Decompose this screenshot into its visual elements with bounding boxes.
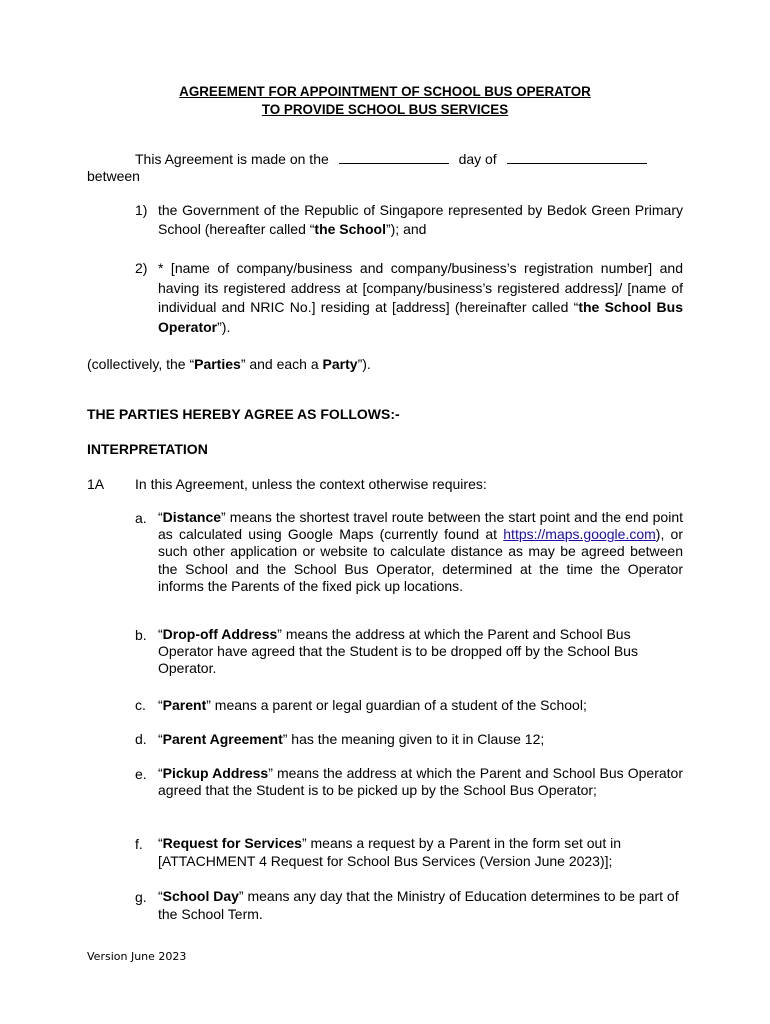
definition-letter: g. [135, 889, 147, 905]
definition-letter: b. [135, 627, 147, 643]
document-title-line-1: AGREEMENT FOR APPOINTMENT OF SCHOOL BUS OPERATOR [179, 84, 591, 99]
definition-term: Parent [162, 697, 207, 713]
definition-parent-agreement [158, 730, 544, 749]
definition-term: Pickup Address [162, 765, 269, 781]
google-maps-link[interactable]: https://maps.google.com [503, 526, 656, 543]
definition-text: ” means a parent or legal guardian of a student of the School; [206, 697, 587, 713]
definition-term: School Day [162, 888, 239, 904]
party-number: 2) [135, 260, 148, 276]
definition-term: Distance [162, 509, 222, 525]
party-2-text [158, 259, 683, 337]
definition-school-day [158, 888, 683, 923]
definition-distance [158, 509, 683, 595]
definition-text: ” means the shortest travel route between the start point and the end point as calculated using Google Maps (currently found at [158, 509, 683, 543]
clause-number: 1A [87, 476, 105, 492]
definition-request-for-services [158, 835, 683, 870]
definition-parent [158, 696, 587, 715]
definition-letter: f. [135, 836, 143, 852]
open-quote: “ [158, 765, 163, 781]
preamble-between: between [87, 168, 140, 184]
document-title-line-2: TO PROVIDE SCHOOL BUS SERVICES [261, 102, 509, 117]
party-defined-term: the School Bus Operator [158, 299, 683, 335]
collectively-line [87, 355, 371, 374]
open-quote: “ [158, 697, 163, 713]
party-1-text [158, 201, 683, 239]
definition-letter: d. [135, 731, 147, 747]
open-quote: “ [158, 835, 163, 851]
collective-text: ” and each a [240, 356, 323, 372]
open-quote: “ [158, 509, 163, 525]
open-quote: “ [158, 626, 163, 642]
party-text-end: ”). [217, 318, 231, 335]
preamble-text-1: This Agreement is made on the [135, 151, 329, 167]
footer-version: Version June 2023 [87, 950, 187, 963]
definition-term: Request for Services [162, 835, 302, 851]
definition-text: ” means the address at which the Parent and School Bus Operator agreed that the Student is to be picked up by the School Bus Operator; [158, 765, 684, 798]
definition-term: Drop-off Address [162, 626, 278, 642]
open-quote: “ [158, 888, 163, 904]
party-number: 1) [135, 202, 148, 218]
collective-text-end: ”). [357, 356, 371, 372]
party-text: * [name of company/business and company/business’s registration number] and having its registered address at [company/business’s registered address]/ [name of individual and NRIC No.] residing at [address] (hereinafter called “ [158, 260, 683, 315]
date-blank-field [339, 152, 449, 164]
party-defined-term: the School [314, 221, 386, 237]
definition-text: ” means any day that the Ministry of Education determines to be part of the School Term. [158, 888, 679, 922]
preamble-text-2: day of [458, 151, 497, 167]
definition-text: ” means the address at which the Parent and School Bus Operator have agreed that the Student is to be dropped off by the School Bus Operator. [158, 626, 638, 676]
agree-heading: THE PARTIES HEREBY AGREE AS FOLLOWS:- [87, 406, 400, 422]
definition-letter: a. [135, 510, 147, 526]
definition-text: ” means a request by a Parent in the form set out in [ATTACHMENT 4 Request for School Bus Services (Version June 2023)]; [158, 835, 622, 869]
definition-letter: e. [135, 766, 147, 782]
definition-term: Parent Agreement [162, 731, 283, 747]
collective-term-party: Party [322, 356, 358, 372]
party-text-end: ”); and [385, 221, 427, 237]
definition-drop-off-address [158, 626, 648, 677]
collective-term-parties: Parties [194, 356, 241, 372]
interpretation-heading: INTERPRETATION [87, 441, 208, 457]
definition-letter: c. [135, 697, 146, 713]
preamble-line [135, 150, 683, 169]
definition-text: ” has the meaning given to it in Clause 12; [282, 731, 545, 747]
month-blank-field [507, 152, 647, 164]
definition-text-end: ), or such other application or website to calculate distance as may be agreed between the School and the School Bus Operator, determined at the time the Operator informs the Parents of the fixed pick up locations. [158, 526, 683, 594]
collective-text: (collectively, the “ [87, 356, 195, 372]
party-text: the Government of the Republic of Singapore represented by Bedok Green Primary School (hereafter called “ [158, 202, 683, 237]
open-quote: “ [158, 731, 163, 747]
definition-pickup-address [158, 765, 683, 799]
clause-1a-text: In this Agreement, unless the context otherwise requires: [135, 476, 487, 492]
